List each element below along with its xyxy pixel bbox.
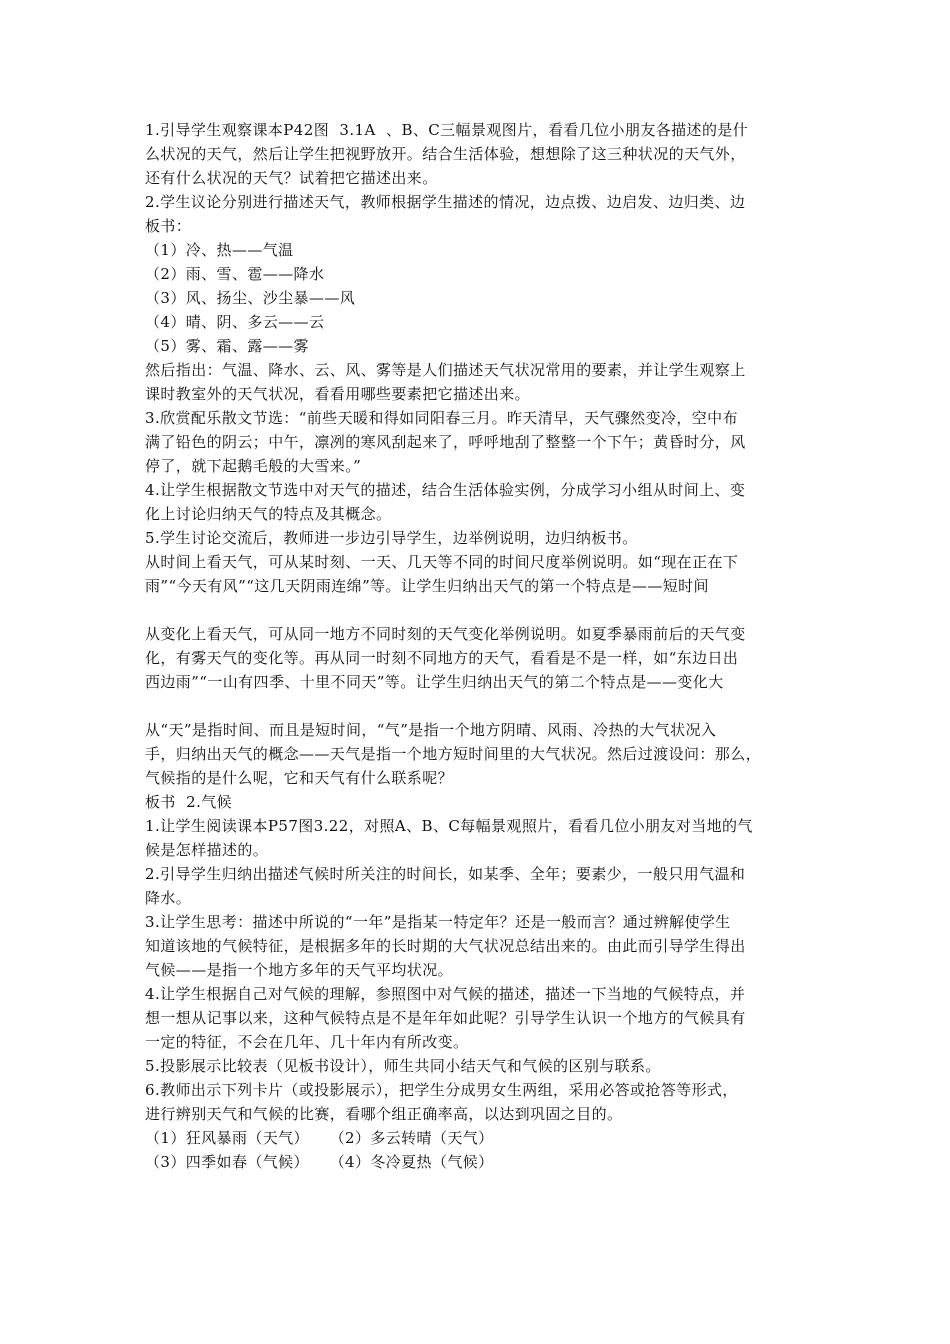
text-line: 2.学生议论分别进行描述天气，教师根据学生描述的情况，边点拨、边启发、边归类、边 — [145, 193, 746, 211]
text-line: 气候——是指一个地方多年的天气平均状况。 — [145, 961, 454, 979]
text-line: 从变化上看天气，可从同一地方不同时刻的天气变化举例说明。如夏季暴雨前后的天气变 — [145, 625, 746, 643]
text-line: 进行辨别天气和气候的比赛，看哪个组正确率高，以达到巩固之目的。 — [145, 1105, 623, 1123]
text-line: 板书： — [145, 217, 192, 235]
text-line: 么状况的天气，然后让学生把视野放开。结合生活体验，想想除了这三种状况的天气外， — [145, 145, 746, 163]
text-line: （5）雾、霜、露——雾 — [145, 337, 309, 355]
text-line: 然后指出：气温、降水、云、风、雾等是人们描述天气状况常用的要素，并让学生观察上 — [145, 361, 746, 379]
text-line: （4）晴、阴、多云——云 — [145, 313, 325, 331]
text-line: 从时间上看天气，可从某时刻、一天、几天等不同的时间尺度举例说明。如“现在正在下 — [145, 553, 739, 571]
section-heading: 板书 2.气候 — [145, 793, 233, 811]
text-line: 手，归纳出天气的概念——天气是指一个地方短时间里的大气状况。然后过渡设问：那么， — [145, 745, 762, 763]
text-line: （3）四季如春（气候） （4）冬冷夏热（气候） — [145, 1153, 494, 1171]
text-line: 化，有雾天气的变化等。再从同一时刻不同地方的天气，看看是不是一样，如“东边日出 — [145, 649, 739, 667]
text-line: 1.引导学生观察课本P42图 3.1A 、B、C三幅景观图片，看看几位小朋友各描述的是什 — [145, 121, 749, 139]
text-line: 知道该地的气候特征，是根据多年的长时期的大气状况总结出来的。由此而引导学生得出 — [145, 937, 746, 955]
text-line: 一定的特征，不会在几年、几十年内有所改变。 — [145, 1033, 469, 1051]
text-line: 4.让学生根据自己对气候的理解，参照图中对气候的描述，描述一下当地的气候特点，并 — [145, 985, 746, 1003]
blank-line — [145, 598, 815, 622]
text-line: 雨”“今天有风”“这几天阴雨连绵”等。让学生归纳出天气的第一个特点是——短时间 — [145, 577, 709, 595]
text-line: 满了铅色的阴云；中午，凛冽的寒风刮起来了，呼呼地刮了整整一个下午；黄昏时分，风 — [145, 433, 746, 451]
text-line: 3.欣赏配乐散文节选：“前些天暖和得如同阳春三月。昨天清早，天气骤然变冷，空中布 — [145, 409, 738, 427]
text-line: （1）狂风暴雨（天气） （2）多云转晴（天气） — [145, 1129, 494, 1147]
text-line: 候是怎样描述的。 — [145, 841, 269, 859]
text-line: 课时教室外的天气状况，看看用哪些要素把它描述出来。 — [145, 385, 531, 403]
text-line: （2）雨、雪、雹——降水 — [145, 265, 325, 283]
text-line: 从“天”是指时间、而且是短时间，“气”是指一个地方阴晴、风雨、冷热的大气状况入 — [145, 721, 717, 739]
text-line: 1.让学生阅读课本P57图3.22，对照A、B、C每幅景观照片，看看几位小朋友对当地的气 — [145, 817, 753, 835]
document-body — [145, 118, 815, 1174]
text-line: 化上讨论归纳天气的特点及其概念。 — [145, 505, 392, 523]
text-line: （3）风、扬尘、沙尘暴——风 — [145, 289, 356, 307]
text-line: 4.让学生根据散文节选中对天气的描述，结合生活体验实例，分成学习小组从时间上、变 — [145, 481, 746, 499]
text-line: 气候指的是什么呢，它和天气有什么联系呢？ — [145, 769, 454, 787]
text-line: （1）冷、热——气温 — [145, 241, 294, 259]
text-line: 5.投影展示比较表（见板书设计），师生共同小结天气和气候的区别与联系。 — [145, 1057, 661, 1075]
text-line: 6.教师出示下列卡片（或投影展示），把学生分成男女生两组，采用必答或抢答等形式， — [145, 1081, 738, 1099]
blank-line — [145, 694, 815, 718]
text-line: 西边雨”“一山有四季、十里不同天”等。让学生归纳出天气的第二个特点是——变化大 — [145, 673, 724, 691]
text-line: 降水。 — [145, 889, 192, 907]
text-line: 想一想从记事以来，这种气候特点是不是年年如此呢？引导学生认识一个地方的气候具有 — [145, 1009, 746, 1027]
text-line: 2.引导学生归纳出描述气候时所关注的时间长，如某季、全年；要素少，一般只用气温和 — [145, 865, 746, 883]
text-line: 停了，就下起鹅毛般的大雪来。” — [145, 457, 362, 475]
text-line: 5.学生讨论交流后，教师进一步边引导学生，边举例说明，边归纳板书。 — [145, 529, 638, 547]
text-line: 3.让学生思考：描述中所说的“一年”是指某一特定年？还是一般而言？通过辨解使学生 — [145, 913, 731, 931]
text-line: 还有什么状况的天气？试着把它描述出来。 — [145, 169, 438, 187]
